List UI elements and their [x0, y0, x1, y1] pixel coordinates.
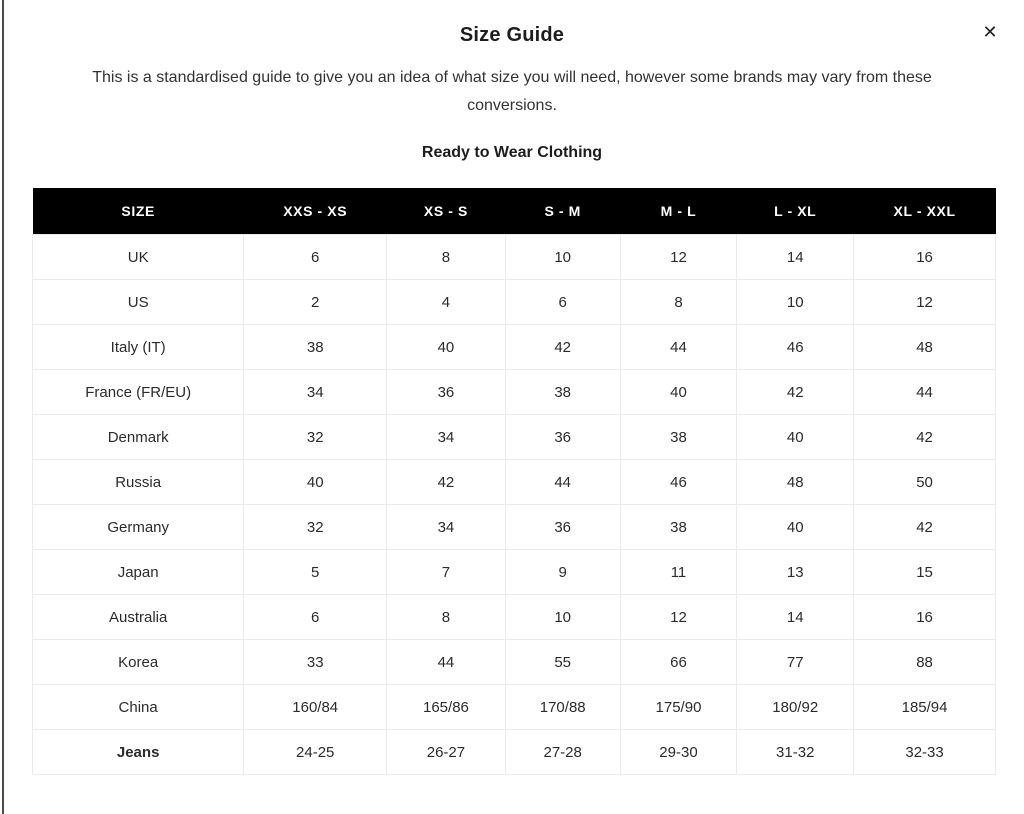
size-value-cell: 46 [620, 460, 737, 505]
size-value-cell: 34 [387, 415, 506, 460]
table-row [33, 280, 996, 325]
table-row [33, 505, 996, 550]
size-value-cell: 10 [505, 235, 620, 280]
size-value-cell: 13 [737, 550, 854, 595]
size-value-cell: 15 [854, 550, 996, 595]
column-header: L - XL [737, 188, 854, 235]
size-value-cell: 40 [387, 325, 506, 370]
row-label: Korea [33, 640, 244, 685]
size-value-cell: 11 [620, 550, 737, 595]
row-label: Australia [33, 595, 244, 640]
size-value-cell: 12 [854, 280, 996, 325]
size-value-cell: 160/84 [244, 685, 387, 730]
table-row [33, 595, 996, 640]
column-header: XL - XXL [854, 188, 996, 235]
size-value-cell: 36 [387, 370, 506, 415]
size-value-cell: 6 [505, 280, 620, 325]
size-value-cell: 24-25 [244, 730, 387, 775]
column-header: SIZE [33, 188, 244, 235]
size-value-cell: 40 [737, 505, 854, 550]
size-value-cell: 10 [505, 595, 620, 640]
column-header: XXS - XS [244, 188, 387, 235]
size-value-cell: 42 [387, 460, 506, 505]
size-value-cell: 42 [505, 325, 620, 370]
table-row [33, 235, 996, 280]
row-label: China [33, 685, 244, 730]
size-value-cell: 27-28 [505, 730, 620, 775]
size-value-cell: 34 [244, 370, 387, 415]
table-row [33, 325, 996, 370]
size-value-cell: 12 [620, 595, 737, 640]
size-value-cell: 42 [854, 505, 996, 550]
size-value-cell: 38 [505, 370, 620, 415]
size-value-cell: 40 [244, 460, 387, 505]
row-label: Japan [33, 550, 244, 595]
size-value-cell: 42 [854, 415, 996, 460]
modal-title: Size Guide [459, 24, 565, 46]
row-label: Jeans [33, 730, 244, 775]
size-value-cell: 5 [244, 550, 387, 595]
size-table [32, 188, 996, 775]
size-value-cell: 44 [620, 325, 737, 370]
row-label: Russia [33, 460, 244, 505]
size-value-cell: 180/92 [737, 685, 854, 730]
size-table-body [33, 235, 996, 775]
table-row [33, 460, 996, 505]
size-value-cell: 16 [854, 235, 996, 280]
row-label: US [33, 280, 244, 325]
column-header: S - M [505, 188, 620, 235]
size-value-cell: 38 [620, 415, 737, 460]
size-value-cell: 14 [737, 595, 854, 640]
row-label: Italy (IT) [33, 325, 244, 370]
size-value-cell: 48 [854, 325, 996, 370]
modal-description: This is a standardised guide to give you an idea of what size you will need, however some brands may vary from these conversions. [92, 69, 932, 114]
size-value-cell: 55 [505, 640, 620, 685]
row-label: Germany [33, 505, 244, 550]
size-value-cell: 6 [244, 595, 387, 640]
close-icon[interactable]: ✕ [976, 18, 1004, 46]
size-value-cell: 26-27 [387, 730, 506, 775]
column-header: XS - S [387, 188, 506, 235]
size-value-cell: 10 [737, 280, 854, 325]
size-value-cell: 33 [244, 640, 387, 685]
size-value-cell: 36 [505, 415, 620, 460]
column-header: M - L [620, 188, 737, 235]
size-value-cell: 4 [387, 280, 506, 325]
size-value-cell: 50 [854, 460, 996, 505]
size-value-cell: 40 [737, 415, 854, 460]
size-value-cell: 46 [737, 325, 854, 370]
row-label: Denmark [33, 415, 244, 460]
size-value-cell: 12 [620, 235, 737, 280]
size-value-cell: 6 [244, 235, 387, 280]
size-value-cell: 77 [737, 640, 854, 685]
size-value-cell: 32-33 [854, 730, 996, 775]
size-value-cell: 38 [620, 505, 737, 550]
size-value-cell: 36 [505, 505, 620, 550]
row-label: France (FR/EU) [33, 370, 244, 415]
table-row [33, 415, 996, 460]
size-value-cell: 32 [244, 415, 387, 460]
size-value-cell: 44 [505, 460, 620, 505]
size-value-cell: 44 [854, 370, 996, 415]
size-value-cell: 48 [737, 460, 854, 505]
size-value-cell: 185/94 [854, 685, 996, 730]
size-value-cell: 32 [244, 505, 387, 550]
section-title: Ready to Wear Clothing [421, 144, 603, 161]
size-value-cell: 165/86 [387, 685, 506, 730]
size-value-cell: 66 [620, 640, 737, 685]
size-value-cell: 2 [244, 280, 387, 325]
size-value-cell: 44 [387, 640, 506, 685]
size-value-cell: 42 [737, 370, 854, 415]
size-value-cell: 14 [737, 235, 854, 280]
size-value-cell: 8 [387, 595, 506, 640]
size-value-cell: 175/90 [620, 685, 737, 730]
size-value-cell: 8 [620, 280, 737, 325]
size-table-head-row [33, 188, 996, 235]
table-row [33, 685, 996, 730]
size-value-cell: 38 [244, 325, 387, 370]
table-row [33, 550, 996, 595]
size-value-cell: 9 [505, 550, 620, 595]
size-value-cell: 29-30 [620, 730, 737, 775]
size-value-cell: 8 [387, 235, 506, 280]
table-row [33, 730, 996, 775]
size-value-cell: 40 [620, 370, 737, 415]
size-value-cell: 170/88 [505, 685, 620, 730]
table-row [33, 370, 996, 415]
size-value-cell: 7 [387, 550, 506, 595]
row-label: UK [33, 235, 244, 280]
size-value-cell: 34 [387, 505, 506, 550]
size-value-cell: 16 [854, 595, 996, 640]
size-value-cell: 31-32 [737, 730, 854, 775]
table-row [33, 640, 996, 685]
size-value-cell: 88 [854, 640, 996, 685]
